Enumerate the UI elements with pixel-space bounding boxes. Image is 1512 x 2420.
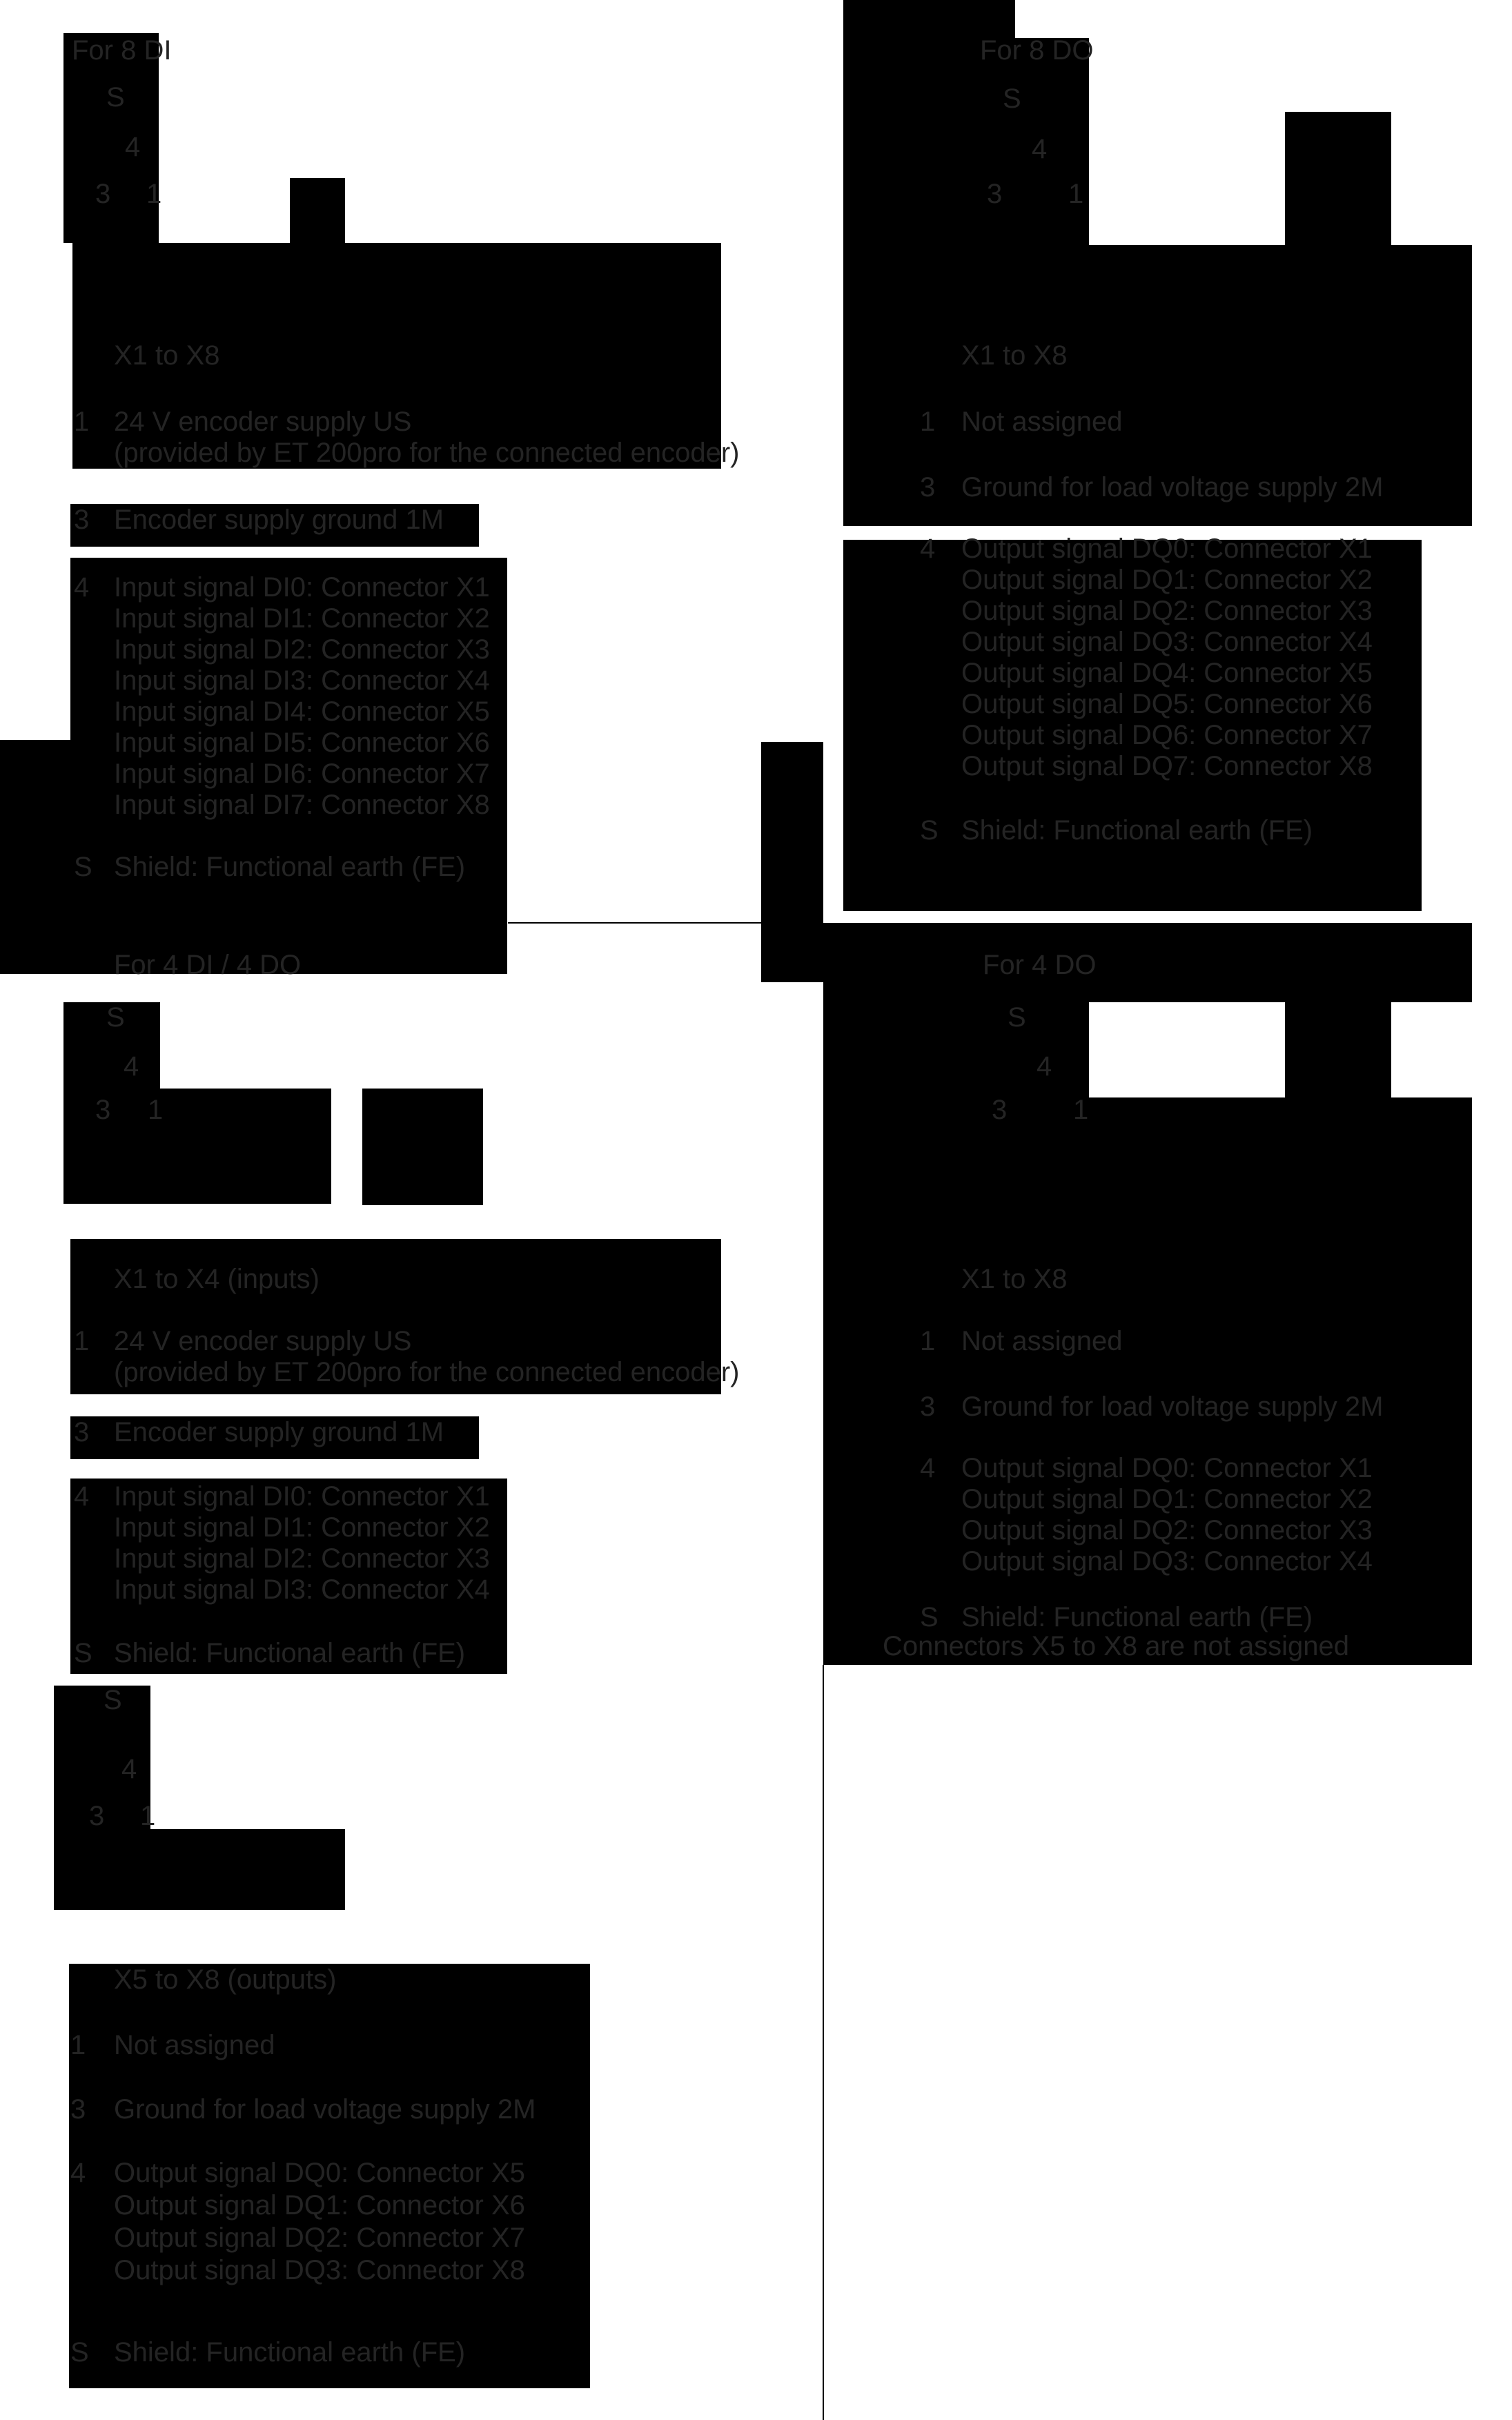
connector-range-header: X1 to X4 (inputs) — [114, 1264, 320, 1294]
pin-description: Not assigned — [961, 1326, 1123, 1356]
pin-description: Output signal DQ0: Connector X1 — [961, 534, 1373, 564]
pin-number: 4 — [74, 572, 90, 603]
redacted-image-block — [761, 923, 823, 982]
pin-label-4: 4 — [121, 1754, 137, 1784]
pin-number: 3 — [920, 1392, 936, 1422]
pin-description: 24 V encoder supply US — [114, 1326, 412, 1356]
redacted-image-block — [0, 740, 70, 974]
pin-number: 4 — [74, 1481, 90, 1512]
pin-description: Shield: Functional earth (FE) — [114, 1638, 466, 1668]
redacted-image-block — [160, 1089, 331, 1204]
connector-diagram-image — [54, 1686, 150, 1910]
pin-label-3: 3 — [95, 1095, 111, 1125]
connector-range-header: X5 to X8 (outputs) — [114, 1964, 337, 1995]
connector-range-header: X1 to X8 — [961, 1264, 1068, 1294]
pin-description: Output signal DQ6: Connector X7 — [961, 720, 1373, 750]
pin-label-3: 3 — [95, 179, 111, 209]
redacted-image-block — [290, 178, 345, 245]
pin-label-s: S — [106, 82, 125, 113]
pin-number: S — [920, 1602, 939, 1632]
pin-number: 1 — [74, 1326, 90, 1356]
pin-description: (provided by ET 200pro for the connected encoder) — [114, 438, 740, 468]
pin-label-1: 1 — [1073, 1095, 1089, 1125]
pin-description: Input signal DI4: Connector X5 — [114, 696, 490, 727]
pin-description: Input signal DI6: Connector X7 — [114, 759, 490, 789]
pin-number: 1 — [920, 407, 936, 437]
pin-label-4: 4 — [1032, 134, 1048, 164]
pin-label-s: S — [106, 1002, 125, 1033]
section-title: For 8 DI — [72, 35, 172, 66]
pin-description: Output signal DQ2: Connector X3 — [961, 596, 1373, 626]
pin-description: Output signal DQ3: Connector X8 — [114, 2255, 525, 2285]
pin-description: Shield: Functional earth (FE) — [114, 852, 466, 882]
pin-number: 4 — [70, 2158, 86, 2188]
redacted-image-block — [1285, 112, 1391, 245]
pin-number: 1 — [70, 2030, 86, 2060]
pin-label-1: 1 — [148, 1095, 164, 1125]
pin-number: S — [920, 815, 939, 846]
pin-description: Output signal DQ3: Connector X4 — [961, 627, 1373, 657]
pin-label-3: 3 — [987, 179, 1003, 209]
pin-description: Output signal DQ5: Connector X6 — [961, 689, 1373, 719]
pin-label-s: S — [104, 1685, 122, 1715]
pin-number: 1 — [74, 407, 90, 437]
pin-description: Input signal DI7: Connector X8 — [114, 790, 490, 820]
pin-label-4: 4 — [125, 132, 141, 162]
redacted-image-block — [150, 1829, 345, 1910]
pin-number: 1 — [920, 1326, 936, 1356]
pin-description: Not assigned — [961, 407, 1123, 437]
pin-description: Not assigned — [114, 2030, 275, 2060]
pin-description: Input signal DI3: Connector X4 — [114, 1574, 490, 1605]
pin-description: Input signal DI3: Connector X4 — [114, 665, 490, 696]
pin-label-1: 1 — [140, 1801, 156, 1831]
pin-description: Output signal DQ0: Connector X5 — [114, 2158, 525, 2188]
redacted-image-block — [1089, 1097, 1472, 1665]
pin-description: Input signal DI2: Connector X3 — [114, 1543, 490, 1574]
pin-label-4: 4 — [1037, 1051, 1052, 1082]
pin-description: Ground for load voltage supply 2M — [961, 472, 1384, 502]
pin-label-s: S — [1008, 1002, 1026, 1033]
footnote: Connectors X5 to X8 are not assigned — [883, 1631, 1349, 1661]
table-cell-border-horizontal — [508, 922, 761, 924]
pin-description: Shield: Functional earth (FE) — [961, 815, 1313, 846]
pin-label-4: 4 — [124, 1051, 139, 1082]
section-title: For 4 DO — [983, 950, 1097, 980]
redacted-image-block — [362, 1089, 483, 1205]
pin-description: Output signal DQ2: Connector X3 — [961, 1515, 1373, 1545]
redacted-image-block — [761, 742, 823, 923]
pin-description: Input signal DI1: Connector X2 — [114, 1512, 490, 1543]
pin-number: S — [74, 1638, 92, 1668]
pin-description: Input signal DI2: Connector X3 — [114, 634, 490, 665]
redacted-image-block — [823, 923, 1472, 1002]
connector-range-header: X1 to X8 — [961, 340, 1068, 371]
pin-number: 3 — [74, 505, 90, 535]
pin-number: S — [74, 852, 92, 882]
pin-description: Output signal DQ1: Connector X6 — [114, 2190, 525, 2221]
pin-description: Encoder supply ground 1M — [114, 1417, 444, 1447]
pin-number: 4 — [920, 1453, 936, 1483]
pin-description: (provided by ET 200pro for the connected encoder) — [114, 1357, 740, 1387]
pin-description: Input signal DI0: Connector X1 — [114, 1481, 490, 1512]
pin-number: 3 — [74, 1417, 90, 1447]
pin-description: Shield: Functional earth (FE) — [961, 1602, 1313, 1632]
connector-diagram-image — [843, 0, 1015, 38]
pin-label-1: 1 — [1068, 179, 1084, 209]
pin-number: 3 — [70, 2094, 86, 2125]
pin-description: Output signal DQ1: Connector X2 — [961, 1484, 1373, 1514]
section-title: For 4 DI / 4 DO — [114, 950, 302, 980]
pin-description: Encoder supply ground 1M — [114, 505, 444, 535]
pin-number: S — [70, 2337, 89, 2368]
pin-description: Output signal DQ3: Connector X4 — [961, 1546, 1373, 1577]
pin-number: 4 — [920, 534, 936, 564]
connector-diagram-image — [843, 38, 1089, 245]
pin-description: Ground for load voltage supply 2M — [114, 2094, 536, 2125]
redacted-image-block — [1285, 1002, 1391, 1097]
pin-description: 24 V encoder supply US — [114, 407, 412, 437]
pin-description: Ground for load voltage supply 2M — [961, 1392, 1384, 1422]
section-title: For 8 DO — [980, 35, 1094, 66]
pin-label-1: 1 — [146, 179, 162, 209]
pin-description: Output signal DQ7: Connector X8 — [961, 751, 1373, 781]
pin-description: Output signal DQ4: Connector X5 — [961, 658, 1373, 688]
pin-number: 3 — [920, 472, 936, 502]
connector-range-header: X1 to X8 — [114, 340, 220, 371]
pin-label-s: S — [1003, 84, 1021, 114]
pin-description: Input signal DI1: Connector X2 — [114, 603, 490, 634]
table-cell-border-vertical — [823, 1665, 824, 2420]
pin-description: Shield: Functional earth (FE) — [114, 2337, 466, 2368]
pin-description: Output signal DQ0: Connector X1 — [961, 1453, 1373, 1483]
pin-description: Input signal DI0: Connector X1 — [114, 572, 490, 603]
pin-description: Output signal DQ2: Connector X7 — [114, 2223, 525, 2253]
pin-label-3: 3 — [89, 1801, 105, 1831]
pin-description: Output signal DQ1: Connector X2 — [961, 565, 1373, 595]
pin-label-3: 3 — [992, 1095, 1008, 1125]
pin-description: Input signal DI5: Connector X6 — [114, 728, 490, 758]
